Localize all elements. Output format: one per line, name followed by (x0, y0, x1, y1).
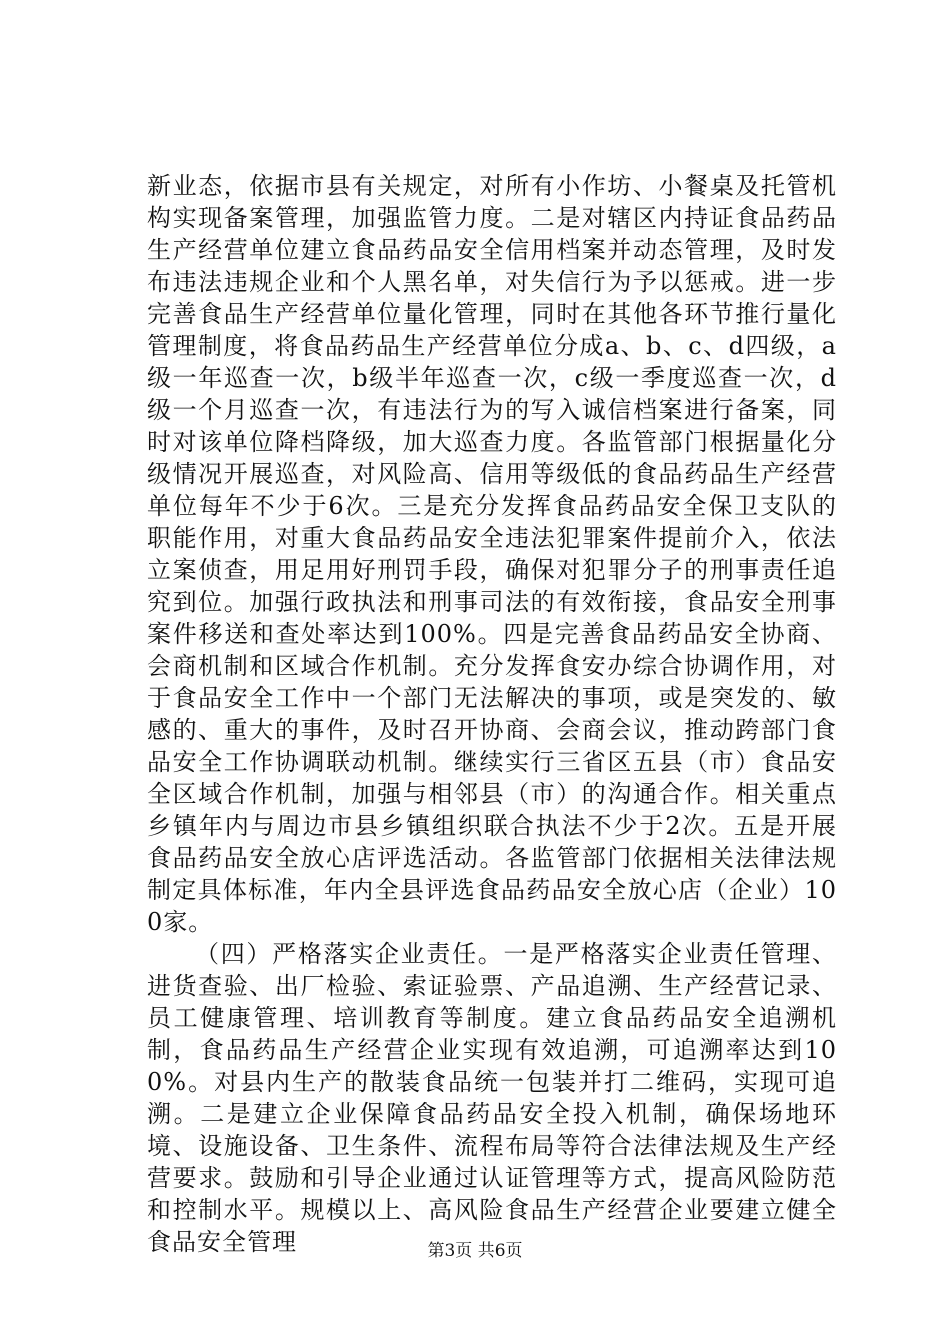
page-footer: 第3页 共6页 (427, 1241, 523, 1261)
body-paragraph-1: 新业态，依据市县有关规定，对所有小作坊、小餐桌及托管机构实现备案管理，加强监管力度。二是对辖区内持证食品药品生产经营单位建立食品药品安全信用档案并动态管理，及时发布违法违规企业和个人黑名单，对失信行为予以惩戒。进一步完善食品生产经营单位量化管理，同时在其他各环节推行量化管理制度，将食品药品生产经营单位分成a、b、c、d四级，a级一年巡查一次，b级半年巡查一次，c级一季度巡查一次，d级一个月巡查一次，有违法行为的写入诚信档案进行备案，同时对该单位降档降级，加大巡查力度。各监管部门根据量化分级情况开展巡查，对风险高、信用等级低的食品药品生产经营单位每年不少于6次。三是充分发挥食品药品安全保卫支队的职能作用，对重大食品药品安全违法犯罪案件提前介入，依法立案侦查，用足用好刑罚手段，确保对犯罪分子的刑事责任追究到位。加强行政执法和刑事司法的有效衔接，食品安全刑事案件移送和查处率达到100%。四是完善食品药品安全协商、会商机制和区域合作机制。充分发挥食安办综合协调作用，对于食品安全工作中一个部门无法解决的事项，或是突发的、敏感的、重大的事件，及时召开协商、会商会议，推动跨部门食品安全工作协调联动机制。继续实行三省区五县（市）食品安全区域合作机制，加强与相邻县（市）的沟通合作。相关重点乡镇年内与周边市县乡镇组织联合执法不少于2次。五是开展食品药品安全放心店评选活动。各监管部门依据相关法律法规制定具体标准，年内全县评选食品药品安全放心店（企业）100家。 (147, 172, 837, 936)
document-body (147, 170, 837, 1258)
body-paragraph-2: （四）严格落实企业责任。一是严格落实企业责任管理、进货查验、出厂检验、索证验票、产品追溯、生产经营记录、员工健康管理、培训教育等制度。建立食品药品安全追溯机制，食品药品生产经营企业实现有效追溯，可追溯率达到100%。对县内生产的散装食品统一包装并打二维码，实现可追溯。二是建立企业保障食品药品安全投入机制，确保场地环境、设施设备、卫生条件、流程布局等符合法律法规及生产经营要求。鼓励和引导企业通过认证管理等方式，提高风险防范和控制水平。规模以上、高风险食品生产经营企业要建立健全食品安全管理 (147, 940, 837, 1256)
